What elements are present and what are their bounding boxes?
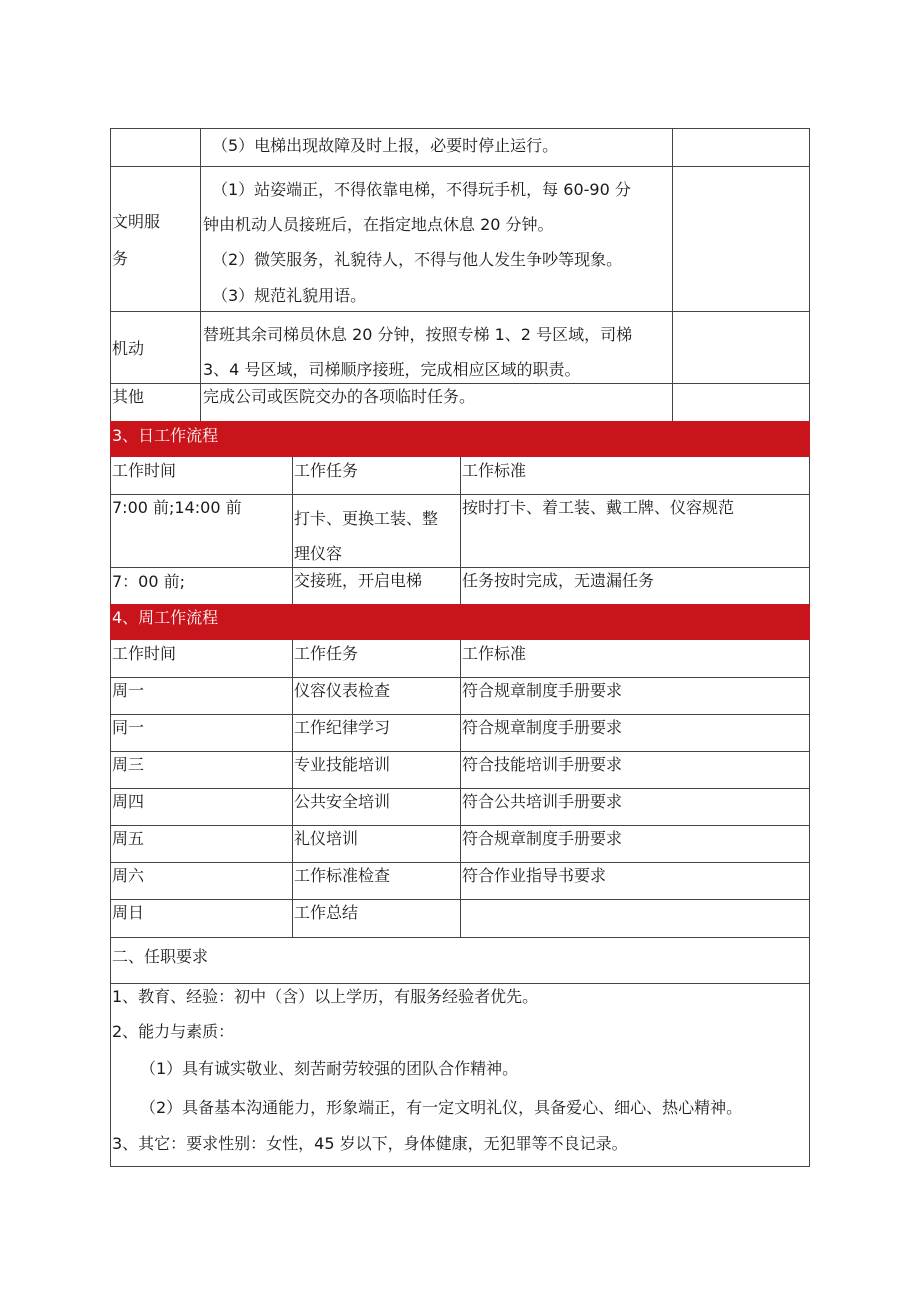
time-cell: 7:00 前;14:00 前	[112, 498, 242, 517]
requirement-text: 2、能力与素质：	[112, 1022, 235, 1041]
column-header: 工作时间	[112, 461, 177, 480]
time-cell: 7：00 前;	[112, 572, 186, 591]
time-cell: 周六	[112, 866, 145, 885]
standard-cell: 符合作业指导书要求	[462, 866, 607, 885]
section-heading: 二、任职要求	[112, 947, 209, 966]
table-divider	[200, 128, 201, 421]
duty-text: 钟由机动人员接班后，在指定地点休息 20 分钟。	[203, 215, 554, 234]
table-divider	[460, 457, 461, 604]
task-cell: 打卡、更换工装、整	[294, 509, 439, 528]
task-cell: 工作总结	[294, 903, 359, 922]
column-header: 工作标准	[462, 644, 527, 663]
task-cell: 工作标准检查	[294, 866, 391, 885]
column-header: 工作时间	[112, 644, 177, 663]
standard-cell: 符合技能培训手册要求	[462, 755, 623, 774]
table-divider	[110, 937, 810, 938]
table-divider	[292, 457, 293, 604]
duty-text: （2）微笑服务，礼貌待人，不得与他人发生争吵等现象。	[212, 250, 623, 269]
section-title: 3、日工作流程	[112, 426, 219, 445]
standard-cell: 符合规章制度手册要求	[462, 681, 623, 700]
table-divider	[110, 383, 810, 384]
standard-cell: 符合公共培训手册要求	[462, 792, 623, 811]
table-divider	[460, 640, 461, 937]
table-divider	[110, 983, 810, 984]
task-cell: 礼仪培训	[294, 829, 359, 848]
category-cell: 务	[112, 249, 129, 268]
table-border	[110, 128, 111, 421]
table-border	[809, 128, 810, 421]
column-header: 工作标准	[462, 461, 527, 480]
table-border	[110, 640, 111, 937]
table-border	[110, 457, 111, 604]
duty-text: （1）站姿端正，不得依靠电梯，不得玩手机，每 60-90 分	[212, 180, 631, 199]
standard-cell: 任务按时完成，无遗漏任务	[462, 571, 655, 590]
table-border	[110, 937, 111, 1167]
time-cell: 周一	[112, 681, 145, 700]
time-cell: 周四	[112, 792, 145, 811]
duty-text: 3、4 号区域，司梯顺序接班，完成相应区域的职责。	[203, 360, 581, 379]
task-cell: 交接班，开启电梯	[294, 571, 423, 590]
table-border	[809, 457, 810, 604]
table-divider	[672, 128, 673, 421]
table-border	[809, 937, 810, 1167]
section-title: 4、周工作流程	[112, 608, 219, 627]
category-cell: 机动	[112, 339, 145, 358]
task-cell: 理仪容	[294, 544, 343, 563]
time-cell: 同一	[112, 718, 145, 737]
requirement-text: 3、其它：要求性别：女性，45 岁以下，身体健康，无犯罪等不良记录。	[112, 1134, 628, 1153]
duty-text: （3）规范礼貌用语。	[212, 286, 367, 305]
table-border	[110, 1166, 810, 1167]
category-cell: 文明服	[112, 212, 161, 231]
standard-cell: 符合规章制度手册要求	[462, 829, 623, 848]
requirement-text: （2）具备基本沟通能力，形象端正，有一定文明礼仪，具备爱心、细心、热心精神。	[140, 1098, 743, 1117]
task-cell: 工作纪律学习	[294, 718, 391, 737]
table-border	[809, 640, 810, 937]
standard-cell: 按时打卡、着工装、戴工牌、仪容规范	[462, 498, 735, 517]
requirement-text: （1）具有诚实敬业、刻苦耐劳较强的团队合作精神。	[140, 1059, 519, 1078]
category-cell: 其他	[112, 387, 145, 406]
duty-text: 完成公司或医院交办的各项临时任务。	[203, 387, 476, 406]
task-cell: 专业技能培训	[294, 755, 391, 774]
column-header: 工作任务	[294, 461, 359, 480]
column-header: 工作任务	[294, 644, 359, 663]
time-cell: 周日	[112, 903, 145, 922]
duty-text: 替班其余司梯员休息 20 分钟，按照专梯 1、2 号区域，司梯	[203, 325, 633, 344]
task-cell: 公共安全培训	[294, 792, 391, 811]
time-cell: 周三	[112, 755, 145, 774]
standard-cell: 符合规章制度手册要求	[462, 718, 623, 737]
table-divider	[110, 166, 810, 167]
requirement-text: 1、教育、经验：初中（含）以上学历，有服务经验者优先。	[112, 987, 539, 1006]
table-divider	[110, 311, 810, 312]
time-cell: 周五	[112, 829, 145, 848]
table-border	[110, 128, 810, 129]
table-divider	[292, 640, 293, 937]
task-cell: 仪容仪表检查	[294, 681, 391, 700]
duty-text: （5）电梯出现故障及时上报，必要时停止运行。	[212, 136, 559, 155]
